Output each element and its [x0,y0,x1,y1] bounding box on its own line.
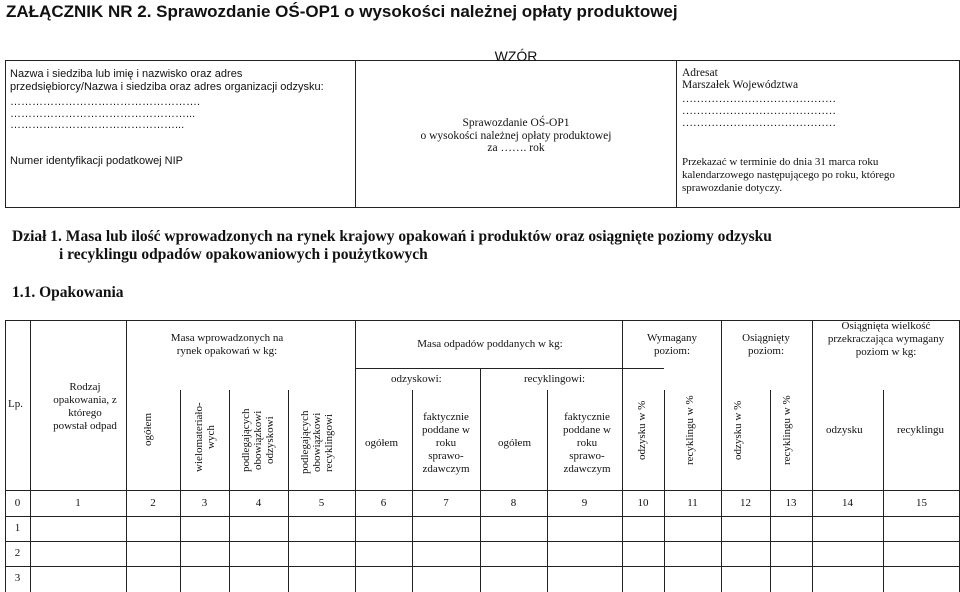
recyklingu-pct-wym-header: recyklingu w % [684,395,696,466]
col-num-1: 1 [75,497,81,509]
recyklingu-header: recyklingu [897,424,945,436]
sender-dots-3: ………………………………………... [10,119,185,131]
faktycznie-odzysk-header: faktycznie poddane w roku sprawo-zdawczym [422,411,470,475]
addressee-dots-1: …………………………………… [682,93,836,105]
masa-wprowadzonych-header: Masa wprowadzonych na rynek opakowań w kg: [170,332,284,357]
section-heading: Dział 1. Masa lub ilość wprowadzonych na rynek krajowy opakowań i produktów oraz osiągnięte poziomy odzysku [12,228,772,245]
przekraczajaca-header: Osiągnięta wielkość przekraczająca wymagany poziom w kg: [827,320,945,358]
col-num-2: 2 [150,497,156,509]
odzysku-pct-wym-header: odzysku w % [636,400,648,461]
marszalek-label: Marszałek Województwa [682,79,799,91]
wzor-label: WZÓR [494,48,538,64]
nip-label: Numer identyfikacji podatkowej NIP [10,155,184,167]
col-num-5: 5 [318,497,325,509]
row-num-2: 2 [14,547,21,559]
odzyskowi-header: odzyskowi: [391,373,442,385]
odzysku-pct-osi-header: odzysku w % [732,400,744,461]
section-heading-cont: i recyklingu odpadów opakowaniowych i poużytkowych [59,246,428,263]
sender-dots-1: ……………………………………………. [10,96,201,108]
col-num-13: 13 [785,497,797,509]
col-num-7: 7 [443,497,449,509]
ogolem-odzysk-header: ogółem [365,437,398,449]
odzysku-header: odzysku [826,424,863,436]
rodzaj-header: Rodzaj opakowania, z którego powstał odpad [53,381,117,432]
lp-header: Lp. [8,398,23,410]
sender-label: Nazwa i siedziba lub imię i nazwisko oraz adres przedsiębiorcy/Nazwa i siedziba oraz adres organizacji odzysku: [10,68,324,93]
ogolem-header: ogółem [142,413,154,447]
addressee-dots-2: …………………………………… [682,105,836,117]
form-name: Sprawozdanie OŚ-OP1 [462,117,570,129]
page-title: ZAŁĄCZNIK NR 2. Sprawozdanie OŚ-OP1 o wysokości należnej opłaty produktowej [6,2,678,21]
form-year: za ……. rok [487,142,545,154]
deadline-note: Przekazać w terminie do dnia 31 marca roku kalendarzowego następującego po roku, którego sprawozdanie dotyczy. [682,156,895,194]
wielomaterialowych-header: wielomateriało-wych [193,402,217,472]
col-num-9: 9 [581,497,588,509]
masa-odpadow-header: Masa odpadów poddanych w kg: [417,338,563,350]
col-num-8: 8 [510,497,517,509]
col-num-6: 6 [380,497,387,509]
row-num-3: 3 [14,572,21,584]
col-num-14: 14 [842,497,853,509]
odzyskowi-oblig-header: podlegających obowiązkowi odzyskowi [240,408,276,472]
addressee-dots-3: …………………………………… [682,117,836,129]
row-num-1: 1 [14,522,21,534]
col-num-10: 10 [637,497,649,509]
col-num-3: 3 [201,497,208,509]
ogolem-recykling-header: ogółem [498,437,531,449]
col-num-4: 4 [255,497,262,509]
recyklingowi-oblig-header: podlegających obowiązkowi recyklingowi [299,410,335,475]
col-num-12: 12 [740,497,751,509]
recyklingowi-header: recyklingowi: [524,373,586,385]
form-subtitle: o wysokości należnej opłaty produktowej [420,130,612,142]
col-num-0: 0 [14,497,21,509]
col-num-11: 11 [687,497,698,509]
subsection-heading: 1.1. Opakowania [12,284,124,301]
recyklingu-pct-osi-header: recyklingu w % [781,395,793,466]
osiagniety-header: Osiągnięty poziom: [742,332,790,357]
col-num-15: 15 [916,497,927,509]
sender-dots-2: …………………………………………... [10,108,196,120]
adresat-label: Adresat [682,67,718,79]
wymagany-header: Wymagany poziom: [646,332,698,357]
faktycznie-recykling-header: faktycznie poddane w roku sprawo-zdawczym [563,411,611,475]
